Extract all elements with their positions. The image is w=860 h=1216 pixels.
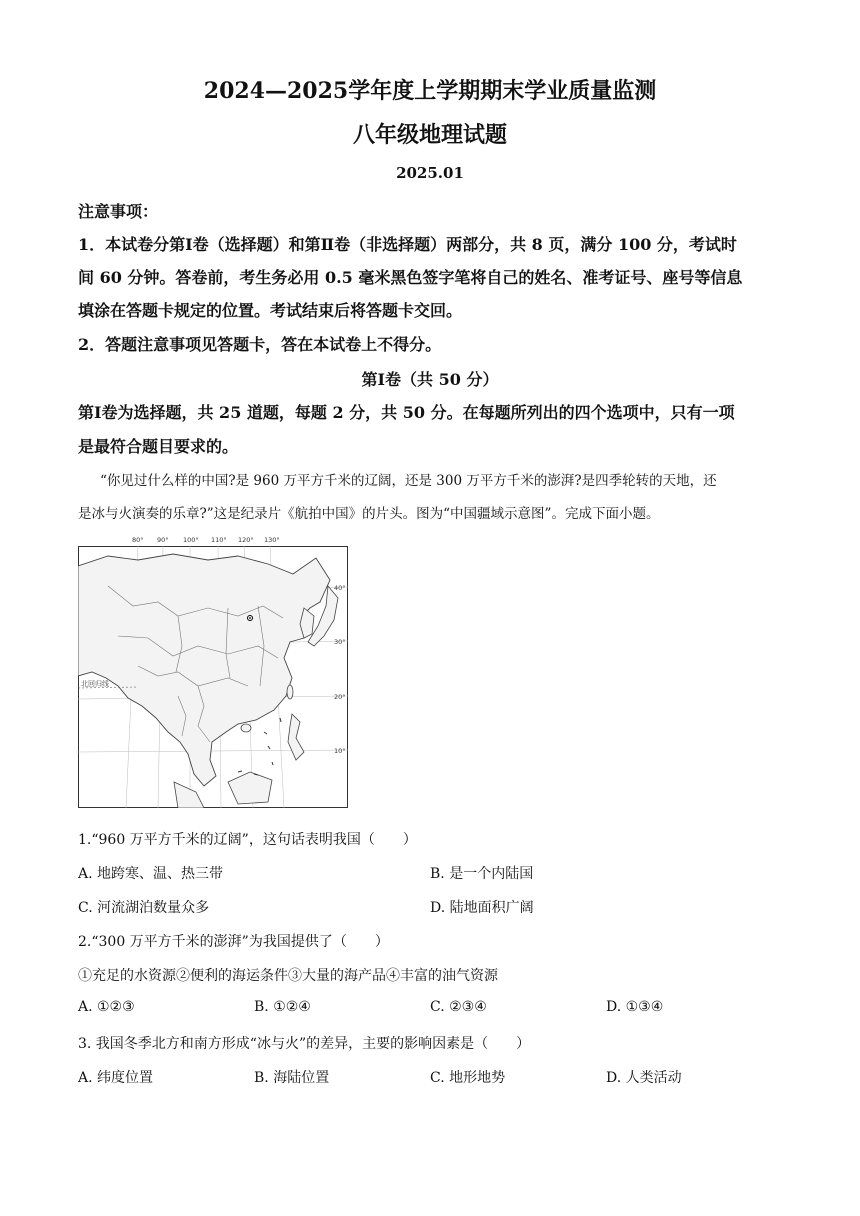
question-1-option-a[interactable]: A. 地跨寒、温、热三带 (78, 866, 224, 882)
map-lon-label: 90° (157, 536, 169, 544)
section-heading: 第Ⅰ卷（共 50 分） (361, 370, 499, 389)
question-1-option-d[interactable]: D. 陆地面积广阔 (430, 900, 534, 916)
question-2-option-b[interactable]: B. ①②④ (254, 999, 311, 1015)
passage-line-2: 是冰与火演奏的乐章?”这是纪录片《航拍中国》的片头。图为“中国疆域示意图”。完成下面小题。 (78, 506, 660, 522)
question-1-option-b[interactable]: B. 是一个内陆国 (430, 866, 534, 882)
question-2-option-d[interactable]: D. ①③④ (606, 999, 664, 1015)
question-2-stem: 2.“300 万平方千米的澎湃”为我国提供了（ ） (78, 934, 389, 950)
notice-item-1-line-3: 填涂在答题卡规定的位置。考试结束后将答题卡交回。 (78, 301, 463, 320)
map-lon-label: 130° (264, 536, 280, 544)
map-lon-label: 80° (132, 536, 144, 544)
passage-line-1: “你见过什么样的中国?是 960 万平方千米的辽阔，还是 300 万平方千米的澎湃?是四季轮转的天地，还 (100, 473, 717, 489)
tropic-label: 北回归线 (81, 680, 109, 688)
notice-heading: 注意事项： (78, 202, 159, 221)
map-lat-label: 30° (334, 638, 346, 646)
question-2-option-a[interactable]: A. ①②③ (78, 999, 135, 1015)
map-lat-label: 40° (334, 584, 346, 592)
map-lon-label: 100° (183, 536, 199, 544)
notice-item-1-line-2: 间 60 分钟。答卷前，考生务必用 0.5 毫米黑色签字笔将自己的姓名、准考证号、座号等信息 (78, 268, 743, 287)
section-intro-line-1: 第Ⅰ卷为选择题，共 25 道题，每题 2 分，共 50 分。在每题所列出的四个选项中，只有一项 (78, 403, 735, 422)
question-1-stem: 1.“960 万平方千米的辽阔”，这句话表明我国（ ） (78, 832, 417, 848)
exam-date: 2025.01 (396, 164, 464, 182)
question-3-stem: 3. 我国冬季北方和南方形成“冰与火”的差异，主要的影响因素是（ ） (78, 1036, 531, 1052)
china-territory-map (78, 536, 348, 808)
exam-title: 2024—2025学年度上学期期末学业质量监测 (203, 78, 657, 104)
map-lon-label: 120° (238, 536, 254, 544)
exam-subtitle: 八年级地理试题 (352, 122, 507, 148)
map-lon-label: 110° (211, 536, 227, 544)
notice-item-2: 2．答题注意事项见答题卡，答在本试卷上不得分。 (78, 335, 442, 354)
question-3-option-d[interactable]: D. 人类活动 (606, 1070, 682, 1086)
notice-item-1-line-1: 1．本试卷分第Ⅰ卷（选择题）和第Ⅱ卷（非选择题）两部分，共 8 页，满分 100 分，考试时 (78, 235, 737, 254)
question-1-option-c[interactable]: C. 河流湖泊数量众多 (78, 900, 210, 916)
question-2-statements: ①充足的水资源②便利的海运条件③大量的海产品④丰富的油气资源 (78, 968, 498, 984)
section-intro-line-2: 是最符合题目要求的。 (78, 437, 239, 456)
map-lat-label: 20° (334, 693, 346, 701)
question-2-option-c[interactable]: C. ②③④ (430, 999, 487, 1015)
question-3-option-a[interactable]: A. 纬度位置 (78, 1070, 154, 1086)
question-3-option-c[interactable]: C. 地形地势 (430, 1070, 506, 1086)
question-3-option-b[interactable]: B. 海陆位置 (254, 1070, 330, 1086)
map-lat-label: 10° (334, 747, 346, 755)
